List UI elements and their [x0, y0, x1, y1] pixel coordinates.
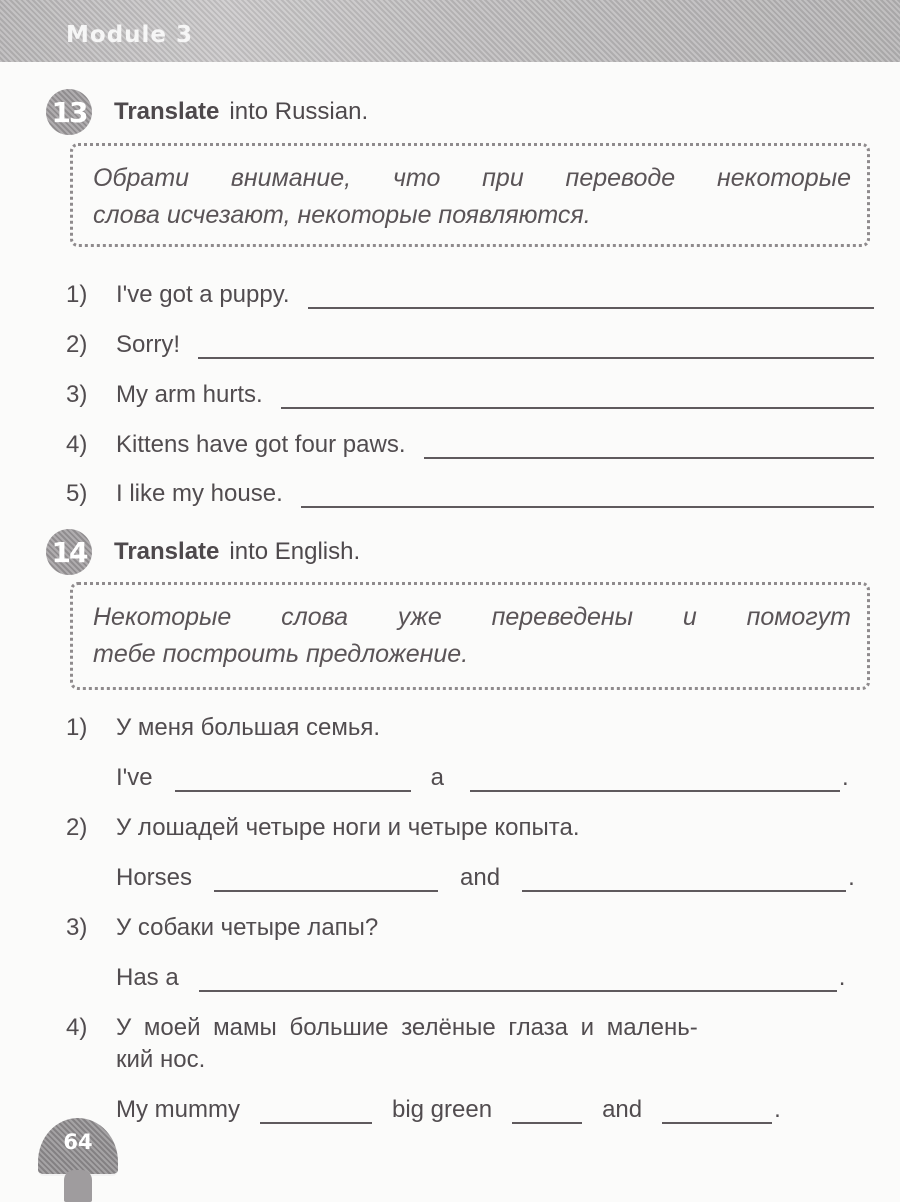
- item-text: I've got a puppy.: [116, 281, 290, 308]
- hint-line-1: Некоторые слова уже переведены и помогут: [93, 603, 851, 631]
- item-number: 2): [66, 814, 88, 841]
- period: .: [838, 964, 846, 991]
- ex14-item-2-russian: [66, 808, 874, 842]
- exercise-13-heading: [46, 89, 368, 135]
- module-title: Module 3: [66, 22, 194, 48]
- answer-blank[interactable]: [470, 768, 840, 792]
- period: .: [841, 764, 849, 791]
- hint-line-2: тебе построить предложение.: [93, 640, 469, 668]
- item-number: 5): [66, 480, 88, 507]
- answer-blank[interactable]: [281, 385, 874, 409]
- item-number: 3): [66, 914, 88, 941]
- russian-sentence: У моей мамы большие зелёные глаза и малень-: [116, 1014, 698, 1041]
- hint-line-1: Обрати внимание, что при переводе некоторые: [93, 164, 851, 192]
- answer-blank[interactable]: [198, 335, 874, 359]
- ex13-item-3: [66, 375, 874, 409]
- item-text: My arm hurts.: [116, 381, 263, 408]
- given-word: Horses: [116, 864, 193, 891]
- ex13-item-1: [66, 275, 874, 309]
- page-number: 64: [63, 1130, 93, 1154]
- ex14-item-4-russian-line-1: [66, 1008, 874, 1042]
- ex13-item-2: [66, 325, 874, 359]
- ex13-item-5: [66, 474, 874, 508]
- item-number: 1): [66, 281, 88, 308]
- item-number: 4): [66, 1014, 88, 1041]
- module-header-band: [0, 0, 900, 62]
- item-text: Kittens have got four paws.: [116, 431, 406, 458]
- hint-line-2: слова исчезают, некоторые появляются.: [93, 201, 591, 229]
- given-word: I've: [116, 764, 153, 791]
- instruction-verb: Translate: [114, 98, 220, 125]
- ex14-item-4-english: [116, 1090, 874, 1124]
- russian-sentence: У меня большая семья.: [116, 714, 381, 741]
- instruction-verb: Translate: [114, 538, 220, 565]
- ex13-item-4: [66, 425, 874, 459]
- exercise-13-hint-box: [70, 143, 870, 247]
- given-word: My mummy: [116, 1096, 240, 1123]
- given-word: Has a: [116, 964, 179, 991]
- answer-blank[interactable]: [424, 435, 875, 459]
- given-word: big green: [391, 1096, 493, 1123]
- item-text: Sorry!: [116, 331, 181, 358]
- answer-blank[interactable]: [512, 1100, 582, 1124]
- answer-blank[interactable]: [662, 1100, 772, 1124]
- item-number: 2): [66, 331, 88, 358]
- answer-blank[interactable]: [199, 968, 837, 992]
- exercise-number-badge: 13: [46, 89, 92, 135]
- item-number: 1): [66, 714, 88, 741]
- given-word: a: [430, 764, 444, 791]
- given-word: and: [602, 1096, 643, 1123]
- instruction-rest: into Russian.: [229, 98, 369, 125]
- answer-blank[interactable]: [308, 285, 874, 309]
- ex14-item-3-english: [116, 958, 874, 992]
- exercise-number-badge: 14: [46, 529, 92, 575]
- answer-blank[interactable]: [214, 868, 438, 892]
- answer-blank[interactable]: [260, 1100, 372, 1124]
- answer-blank[interactable]: [522, 868, 846, 892]
- answer-blank[interactable]: [301, 484, 874, 508]
- page-number-mushroom-icon: [38, 1118, 118, 1200]
- ex14-item-3-russian: [66, 908, 874, 942]
- exercise-title: [114, 98, 368, 126]
- instruction-rest: into English.: [229, 538, 361, 565]
- given-word: and: [460, 864, 501, 891]
- item-number: 3): [66, 381, 88, 408]
- exercise-title: [114, 538, 360, 566]
- ex14-item-1-english: [116, 758, 874, 792]
- item-text: I like my house.: [116, 480, 283, 507]
- exercise-14-hint-box: [70, 582, 870, 690]
- russian-sentence: У собаки четыре лапы?: [116, 914, 379, 941]
- ex14-item-2-english: [116, 858, 874, 892]
- period: .: [848, 864, 855, 891]
- item-number: 4): [66, 431, 88, 458]
- russian-sentence-continued: кий нос.: [116, 1046, 206, 1073]
- ex14-item-4-russian-line-2: [116, 1040, 874, 1074]
- answer-blank[interactable]: [175, 768, 411, 792]
- russian-sentence: У лошадей четыре ноги и четыре копыта.: [116, 814, 580, 841]
- period: .: [774, 1096, 781, 1123]
- mushroom-stem: [64, 1170, 92, 1202]
- ex14-item-1-russian: [66, 708, 874, 742]
- exercise-14-heading: [46, 529, 360, 575]
